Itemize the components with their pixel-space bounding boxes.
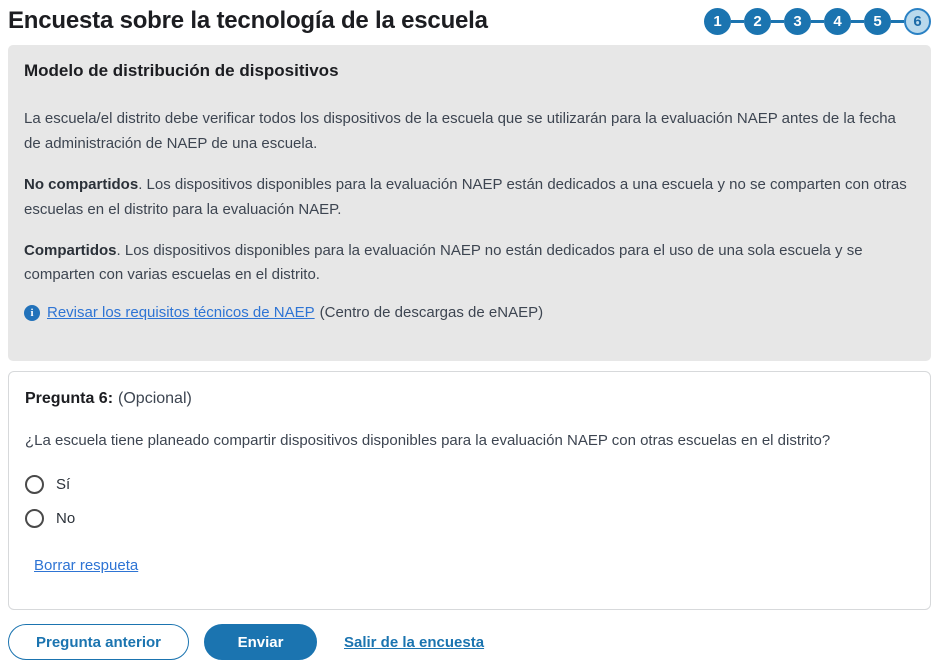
step-1[interactable] <box>704 8 731 35</box>
info-paragraph-shared <box>24 239 915 289</box>
step-5[interactable] <box>864 8 891 35</box>
page-header <box>8 0 931 45</box>
shared-text: . Los dispositivos disponibles para la evaluación NAEP no están dedicados para el uso de una sola escuela y se comparten con varias escuelas en el distrito. <box>24 241 863 284</box>
radio-icon-no[interactable] <box>25 509 44 528</box>
step-connector <box>811 20 824 23</box>
previous-question-button[interactable]: Pregunta anterior <box>8 624 189 660</box>
step-4[interactable] <box>824 8 851 35</box>
question-optional-tag: (Opcional) <box>118 390 192 408</box>
not-shared-text: . Los dispositivos disponibles para la evaluación NAEP están dedicados a una escuela y no se comparten con otras escuelas en el distrito para la evaluación NAEP. <box>24 175 907 218</box>
step-indicator <box>704 8 931 35</box>
step-6-label: 6 <box>913 12 922 30</box>
clear-answer-link[interactable]: Borrar respueta <box>34 557 139 575</box>
question-label <box>25 390 914 408</box>
exit-survey-link[interactable]: Salir de la encuesta <box>344 633 485 651</box>
not-shared-term: No compartidos <box>24 175 139 193</box>
tech-requirements-link[interactable]: Revisar los requisitos técnicos de NAEP <box>47 304 315 322</box>
step-5-label: 5 <box>873 12 882 30</box>
submit-button[interactable]: Enviar <box>204 624 317 660</box>
step-6-current[interactable] <box>904 8 931 35</box>
page-title: Encuesta sobre la tecnología de la escuela <box>8 7 488 34</box>
question-text: ¿La escuela tiene planeado compartir dispositivos disponibles para la evaluación NAEP con otras escuelas en el distrito? <box>25 432 831 450</box>
step-2-label: 2 <box>753 12 762 30</box>
step-connector <box>891 20 904 23</box>
info-paragraph-verify: La escuela/el distrito debe verificar todos los dispositivos de la escuela que se utilizarán para la evaluación NAEP antes de la fecha de administración de NAEP de una escuela. <box>24 110 896 152</box>
step-3-label: 3 <box>793 12 802 30</box>
radio-icon-yes[interactable] <box>25 475 44 494</box>
step-4-label: 4 <box>833 12 842 30</box>
step-connector <box>731 20 744 23</box>
question-number: Pregunta 6: <box>25 390 114 408</box>
info-paragraph-not-shared <box>24 173 915 223</box>
radio-option-no[interactable] <box>25 509 914 528</box>
radio-label-no: No <box>56 510 76 528</box>
tech-requirements-row <box>24 304 915 321</box>
step-2[interactable] <box>744 8 771 35</box>
radio-label-yes: Sí <box>56 476 71 494</box>
step-connector <box>771 20 784 23</box>
question-card <box>8 371 931 610</box>
step-connector <box>851 20 864 23</box>
step-1-label: 1 <box>713 12 722 30</box>
info-icon: i <box>24 305 40 321</box>
tech-requirements-suffix: (Centro de descargas de eNAEP) <box>319 304 544 322</box>
step-3[interactable] <box>784 8 811 35</box>
shared-term: Compartidos <box>24 241 117 259</box>
device-distribution-info-panel <box>8 45 931 361</box>
footer-actions <box>8 624 931 660</box>
info-panel-heading: Modelo de distribución de dispositivos <box>24 61 339 80</box>
radio-option-yes[interactable] <box>25 475 914 494</box>
